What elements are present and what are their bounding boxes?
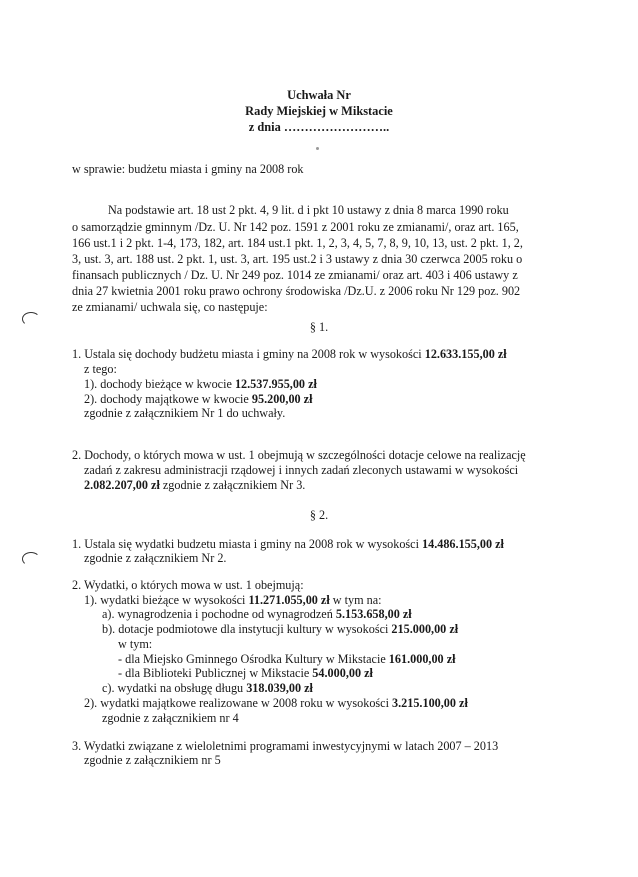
s2-p3-line: 3. Wydatki związane z wieloletnimi programami inwestycyjnymi w latach 2007 – 2013 (72, 739, 499, 753)
s2-mgok (118, 652, 455, 666)
s2-expenses-amount: 14.486.155,00 zł (422, 537, 504, 551)
s2-library-amount: 54.000,00 zł (312, 666, 373, 680)
s1-p2-line (84, 478, 305, 492)
s2-debt-service (102, 681, 313, 695)
s1-income-amount: 12.633.155,00 zł (424, 347, 507, 361)
s2-salaries (102, 607, 412, 621)
s1-current-income-text: 1). dochody bieżące w kwocie (84, 377, 235, 391)
s2-culture-grants (102, 622, 458, 636)
resolution-date: z dnia …………………….. (248, 120, 390, 134)
s2-current-expenses-suffix: w tym na: (329, 593, 382, 607)
s1-current-income (84, 377, 317, 391)
s1-grants-amount: 2.082.207,00 zł (84, 478, 160, 492)
punch-hole-mark (22, 552, 40, 566)
scan-speck (316, 147, 319, 150)
preamble-line: 166 ust.1 i 2 pkt. 1-4, 173, 182, art. 184 ust.1 pkt. 1, 2, 3, 4, 5, 7, 8, 9, 10, 13, ust. 2 pkt. 1, 2, (72, 236, 523, 250)
s1-p2-line: zadań z zakresu administracji rządowej i innych zadań zleconych ustawami w wysokości (84, 463, 519, 477)
s2-current-expenses-amount: 11.271.055,00 zł (248, 593, 330, 607)
s2-p1-line (72, 537, 504, 551)
preamble-line: dnia 27 kwietnia 2001 roku prawo ochrony środowiska /Dz.U. z 2006 roku Nr 129 poz. 902 (72, 284, 521, 298)
s1-capital-income-amount: 95.200,00 zł (251, 392, 313, 406)
preamble-line: 3, ust. 3, art. 188 ust. 2 pkt. 1, ust. 3, art. 195 ust.2 i 3 ustawy z dnia 30 czerwca 2005 roku o (72, 252, 523, 266)
s2-library (118, 666, 373, 680)
resolution-issuer: Rady Miejskiej w Mikstacie (245, 104, 393, 118)
section-1-heading: § 1. (309, 320, 329, 334)
s1-capital-income-text: 2). dochody majątkowe w kwocie (84, 392, 252, 406)
preamble-line: ze zmianami/ uchwala się, co następuje: (72, 300, 268, 314)
s2-current-expenses-text: 1). wydatki bieżące w wysokości (84, 593, 249, 607)
resolution-title: Uchwała Nr (287, 88, 351, 102)
s2-p2-line: 2. Wydatki, o których mowa w ust. 1 obejmują: (72, 578, 304, 592)
s2-capital-expenses-amount: 3.215.100,00 zł (392, 696, 468, 710)
s1-grants-attachment: zgodnie z załącznikiem Nr 3. (159, 478, 306, 492)
s2-capital-attachment: zgodnie z załącznikiem nr 4 (102, 711, 239, 725)
s2-debt-service-amount: 318.039,00 zł (246, 681, 313, 695)
s1-p1-attachment: zgodnie z załącznikiem Nr 1 do uchwały. (84, 406, 286, 420)
subject-line: w sprawie: budżetu miasta i gminy na 2008 rok (72, 162, 304, 176)
s1-capital-income (84, 392, 312, 406)
s2-p3-attachment: zgodnie z załącznikiem nr 5 (84, 753, 221, 767)
preamble-line: finansach publicznych / Dz. U. Nr 249 poz. 1014 ze zmianami/ oraz art. 403 i 406 ustawy z (72, 268, 518, 282)
s2-culture-grants-amount: 215.000,00 zł (391, 622, 459, 636)
s2-culture-grants-text: b). dotacje podmiotowe dla instytucji kultury w wysokości (102, 622, 392, 636)
preamble-line: Na podstawie art. 18 ust 2 pkt. 4, 9 lit. d i pkt 10 ustawy z dnia 8 marca 1990 roku (108, 203, 509, 217)
s2-mgok-amount: 161.000,00 zł (388, 652, 456, 666)
s1-p1-sub: z tego: (84, 362, 117, 376)
s2-library-text: - dla Biblioteki Publicznej w Mikstacie (118, 666, 313, 680)
s1-income-text: 1. Ustala się dochody budżetu miasta i gminy na 2008 rok w wysokości (72, 347, 425, 361)
s2-current-expenses (84, 593, 382, 607)
s2-debt-service-text: c). wydatki na obsługę długu (102, 681, 247, 695)
preamble-line: o samorządzie gminnym /Dz. U. Nr 142 poz. 1591 z 2001 roku ze zmianami/, oraz art. 165, (72, 220, 519, 234)
s2-expenses-text: 1. Ustala się wydatki budzetu miasta i gminy na 2008 rok w wysokości (72, 537, 422, 551)
section-2-heading: § 2. (309, 508, 329, 522)
s1-current-income-amount: 12.537.955,00 zł (234, 377, 317, 391)
s1-p2-line: 2. Dochody, o których mowa w ust. 1 obejmują w szczególności dotacje celowe na realizację (72, 448, 526, 462)
s2-salaries-text: a). wynagrodzenia i pochodne od wynagrodzeń (102, 607, 336, 621)
s2-capital-expenses-text: 2). wydatki majątkowe realizowane w 2008 roku w wysokości (84, 696, 392, 710)
s2-salaries-amount: 5.153.658,00 zł (335, 607, 412, 621)
s1-p1-line (72, 347, 507, 361)
s2-p1-attachment: zgodnie z załącznikiem Nr 2. (84, 551, 227, 565)
s2-culture-sub: w tym: (118, 637, 153, 651)
s2-mgok-text: - dla Miejsko Gminnego Ośrodka Kultury w Mikstacie (118, 652, 389, 666)
s2-capital-expenses (84, 696, 468, 710)
